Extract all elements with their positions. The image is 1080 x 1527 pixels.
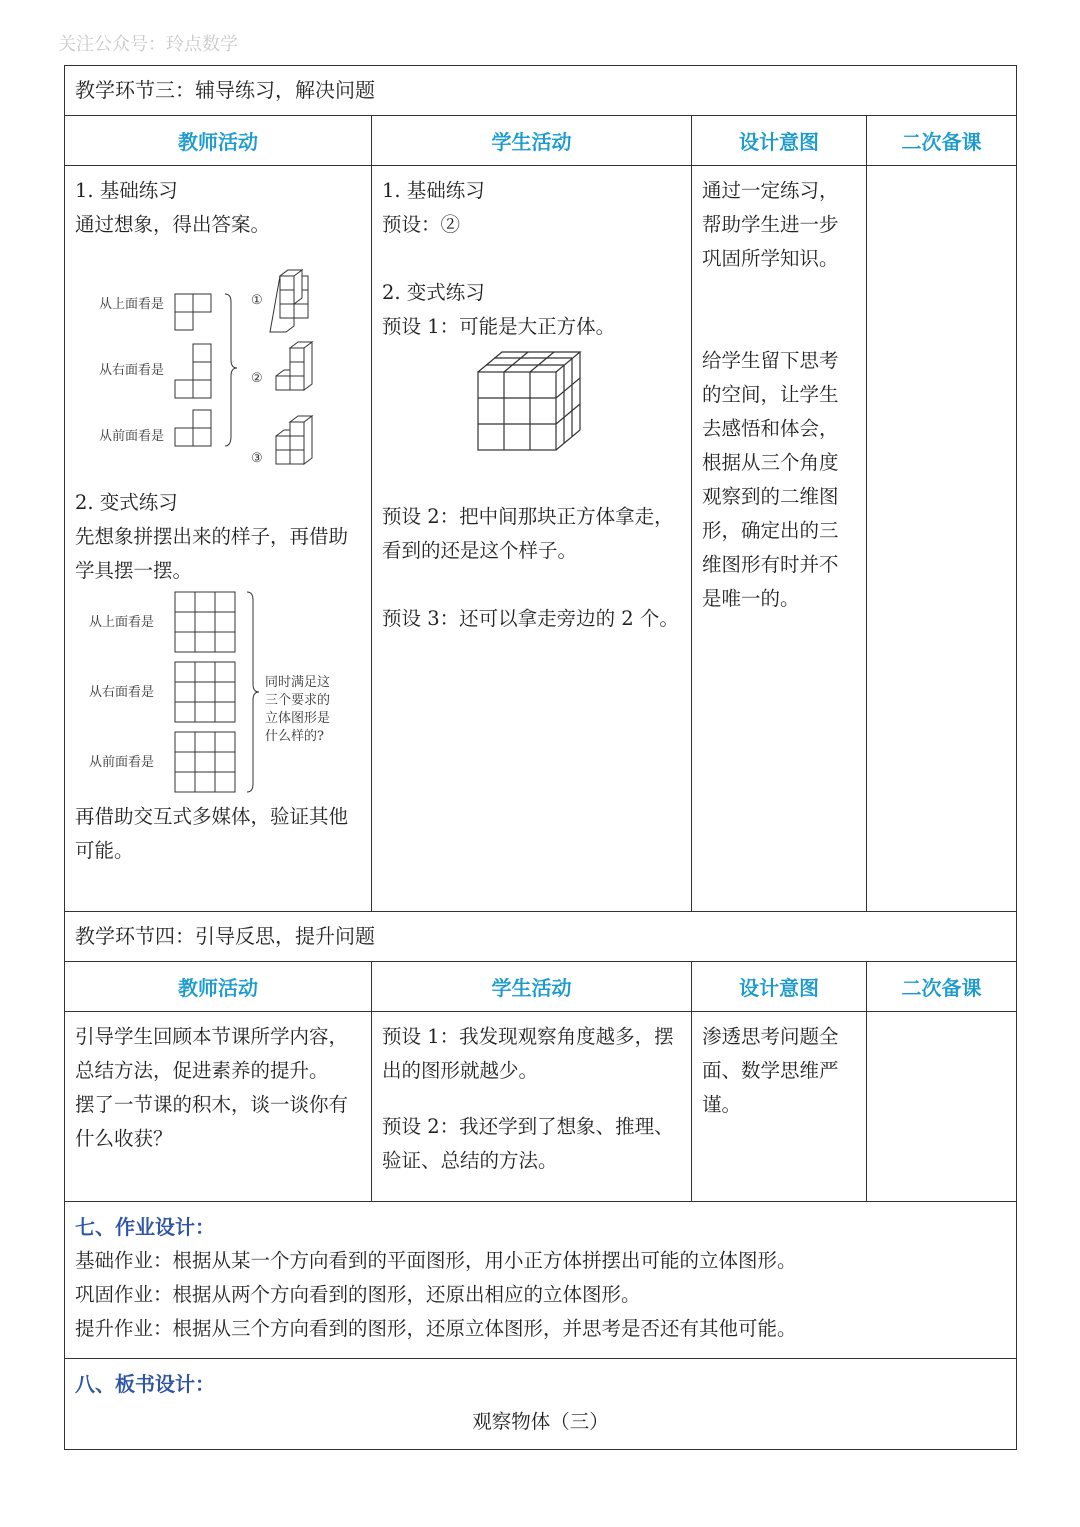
fig2-question-3: 立体图形是 — [265, 711, 331, 726]
fig2-question-1: 同时满足这 — [265, 675, 331, 690]
section4-design-cell — [692, 1012, 867, 1202]
section3-title: 教学环节三：辅导练习，解决问题 — [65, 66, 1017, 116]
section4-design-intent: 渗透思考问题全面、数学思维严谨。 — [702, 1025, 839, 1116]
lesson-plan-table — [64, 65, 1017, 1450]
watermark: 关注公众号：玲点数学 — [58, 34, 238, 55]
fig2-label-right: 从右面看是 — [89, 685, 155, 700]
section3-teacher-cell — [65, 166, 372, 912]
homework-section — [65, 1202, 1017, 1359]
section4-teacher-cell — [65, 1012, 372, 1202]
section4-teacher-text-2: 摆了一节课的积木，谈一谈你有什么收获？ — [75, 1093, 349, 1150]
col-header-teacher-2: 教师活动 — [65, 962, 372, 1012]
board-content: 观察物体（三） — [472, 1410, 609, 1433]
teacher-variant-heading: 2. 变式练习 — [75, 491, 178, 514]
three-view-figure-1 — [75, 236, 362, 486]
teacher-verify-text: 再借助交互式多媒体，验证其他可能。 — [75, 805, 349, 862]
fig1-label-top: 从上面看是 — [99, 297, 165, 312]
col-header-revision: 二次备课 — [867, 116, 1017, 166]
student-preset-2: 预设 2：把中间那块正方体拿走，看到的还是这个样子。 — [382, 505, 674, 562]
student-variant-heading: 2. 变式练习 — [382, 281, 485, 304]
fig1-option-3: ③ — [251, 451, 263, 466]
big-cube-figure — [382, 348, 682, 478]
cube-option-1 — [270, 270, 308, 332]
cube-option-3 — [276, 416, 312, 464]
fig1-option-1: ① — [251, 293, 263, 308]
col-header-design-2: 设计意图 — [692, 962, 867, 1012]
homework-line-basic: 基础作业：根据从某一个方向看到的平面图形，用小正方体拼摆出可能的立体图形。 — [75, 1249, 797, 1272]
fig2-label-top: 从上面看是 — [89, 615, 155, 630]
student-basic-heading: 1. 基础练习 — [382, 179, 485, 202]
homework-title: 七、作业设计： — [75, 1215, 215, 1239]
col-header-revision-2: 二次备课 — [867, 962, 1017, 1012]
teacher-basic-text: 通过想象，得出答案。 — [75, 213, 271, 236]
design-intent-2: 给学生留下思考的空间，让学生去感悟和体会，根据从三个角度观察到的二维图形，确定出的三维图形有时并不是唯一的。 — [702, 349, 839, 610]
fig1-label-front: 从前面看是 — [99, 429, 165, 444]
three-view-figure-2 — [75, 588, 362, 800]
fig2-question-2: 三个要求的 — [265, 693, 331, 708]
col-header-student-2: 学生活动 — [372, 962, 692, 1012]
homework-line-consolidate: 巩固作业：根据从两个方向看到的图形，还原出相应的立体图形。 — [75, 1283, 641, 1306]
col-header-student: 学生活动 — [372, 116, 692, 166]
teacher-variant-text: 先想象拼摆出来的样子，再借助学具摆一摆。 — [75, 525, 349, 582]
fig2-label-front: 从前面看是 — [89, 755, 155, 770]
section4-teacher-text-1: 引导学生回顾本节课所学内容，总结方法，促进素养的提升。 — [75, 1025, 349, 1082]
col-header-design: 设计意图 — [692, 116, 867, 166]
teacher-basic-heading: 1. 基础练习 — [75, 179, 178, 202]
student-preset-1: 预设 1：可能是大正方体。 — [382, 315, 616, 338]
fig2-question-4: 什么样的? — [265, 729, 324, 744]
section3-design-cell — [692, 166, 867, 912]
cube-option-2 — [276, 342, 312, 390]
fig1-label-right: 从右面看是 — [99, 363, 165, 378]
section3-student-cell — [372, 166, 692, 912]
section4-student-preset-1: 预设 1：我发现观察角度越多，摆出的图形就越少。 — [382, 1025, 674, 1082]
student-preset-3: 预设 3：还可以拿走旁边的 2 个。 — [382, 607, 679, 630]
section4-student-preset-2: 预设 2：我还学到了想象、推理、验证、总结的方法。 — [382, 1115, 674, 1172]
section3-revision-cell — [867, 166, 1017, 912]
homework-line-advanced: 提升作业：根据从三个方向看到的图形，还原立体图形，并思考是否还有其他可能。 — [75, 1317, 797, 1340]
board-title: 八、板书设计： — [75, 1372, 215, 1396]
design-intent-1: 通过一定练习，帮助学生进一步巩固所学知识。 — [702, 179, 839, 270]
col-header-teacher: 教师活动 — [65, 116, 372, 166]
board-section — [65, 1359, 1017, 1450]
section4-revision-cell — [867, 1012, 1017, 1202]
section4-student-cell — [372, 1012, 692, 1202]
fig1-option-2: ② — [251, 371, 263, 386]
section4-title: 教学环节四：引导反思，提升问题 — [65, 912, 1017, 962]
student-basic-answer: 预设：② — [382, 213, 461, 236]
